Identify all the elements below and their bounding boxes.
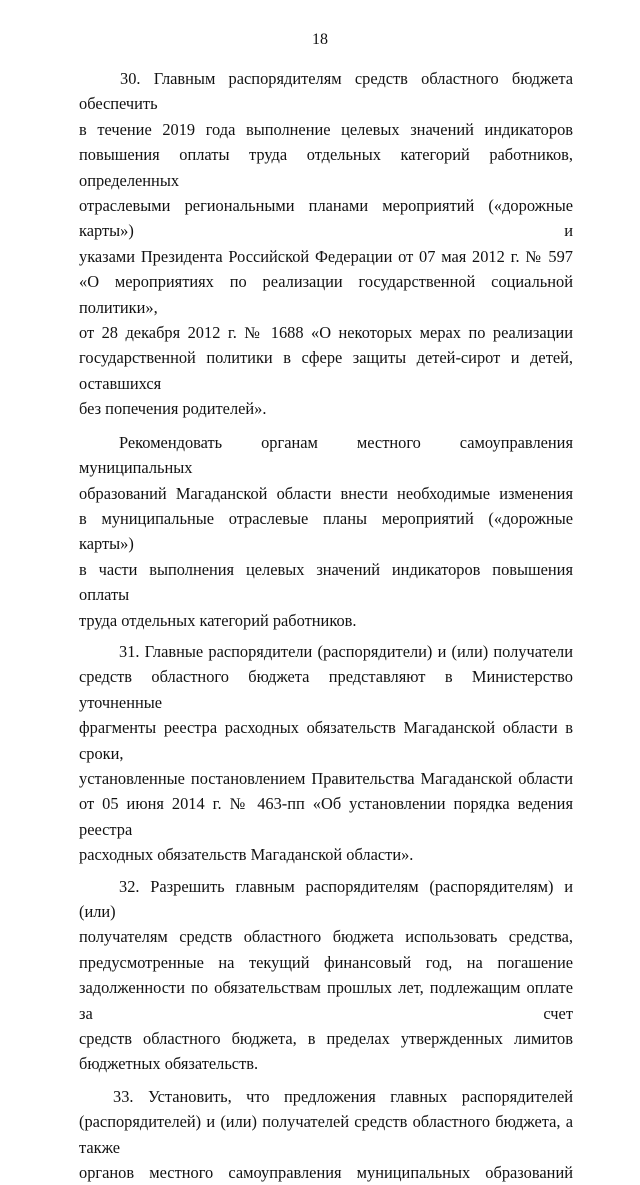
text-line: в течение 2019 года выполнение целевых значений индикаторов	[79, 119, 573, 139]
text-line: 30. Главным распорядителям средств областного бюджета обеспечить	[79, 69, 573, 114]
text-line: в части выполнения целевых значений индикаторов повышения оплаты	[79, 559, 573, 605]
text-line: фрагменты реестра расходных обязательств Магаданской области в сроки,	[79, 718, 573, 763]
text-line: труда отдельных категорий работников.	[79, 610, 357, 630]
paragraph-31	[79, 639, 573, 868]
paragraph-32	[79, 874, 573, 1077]
text-line: задолженности по обязательствам прошлых лет, подлежащим оплате за счет	[79, 978, 573, 1023]
text-line: 31. Главные распорядители (распорядители) и (или) получатели	[119, 641, 573, 661]
text-line: образований Магаданской области внести необходимые изменения	[79, 483, 573, 503]
paragraph-33	[79, 1084, 573, 1185]
text-line: Рекомендовать органам местного самоуправления муниципальных	[79, 432, 573, 478]
page-number: 18	[312, 31, 328, 48]
text-line: повышения оплаты труда отдельных категорий работников, определенных	[79, 145, 573, 190]
text-line: средств областного бюджета представляют в Министерство уточненные	[79, 667, 573, 712]
text-line: расходных обязательств Магаданской области».	[79, 845, 414, 865]
paragraph-recommend	[79, 430, 573, 633]
document-body	[79, 66, 573, 1185]
text-line: средств областного бюджета, в пределах утвержденных лимитов	[79, 1029, 573, 1049]
text-line: бюджетных обязательств.	[79, 1054, 259, 1074]
text-line: от 28 декабря 2012 г. № 1688 «О некоторых мерах по реализации	[79, 323, 573, 343]
text-line: получателям средств областного бюджета использовать средства,	[79, 927, 573, 947]
text-line: 32. Разрешить главным распорядителям (распорядителям) и (или)	[79, 876, 573, 921]
paragraph-30	[79, 66, 573, 422]
text-line: отраслевыми региональными планами мероприятий («дорожные карты») и	[79, 196, 573, 241]
text-line: предусмотренные на текущий финансовый год, на погашение	[79, 952, 573, 972]
text-line: 33. Установить, что предложения главных распорядителей	[113, 1086, 573, 1106]
text-line: от 05 июня 2014 г. № 463-пп «Об установлении порядка ведения реестра	[79, 794, 573, 839]
text-line: органов местного самоуправления муниципальных образований	[79, 1163, 573, 1183]
text-line: государственной политики в сфере защиты детей-сирот и детей, оставшихся	[79, 348, 573, 393]
text-line: в муниципальные отраслевые планы мероприятий («дорожные карты»)	[79, 508, 573, 554]
text-line: установленные постановлением Правительства Магаданской области	[79, 768, 573, 788]
text-line: (распорядителей) и (или) получателей средств областного бюджета, а также	[79, 1112, 573, 1157]
text-line: без попечения родителей».	[79, 399, 267, 419]
text-line: указами Президента Российской Федерации от 07 мая 2012 г. № 597	[79, 246, 573, 266]
text-line: «О мероприятиях по реализации государственной социальной политики»,	[79, 272, 573, 317]
